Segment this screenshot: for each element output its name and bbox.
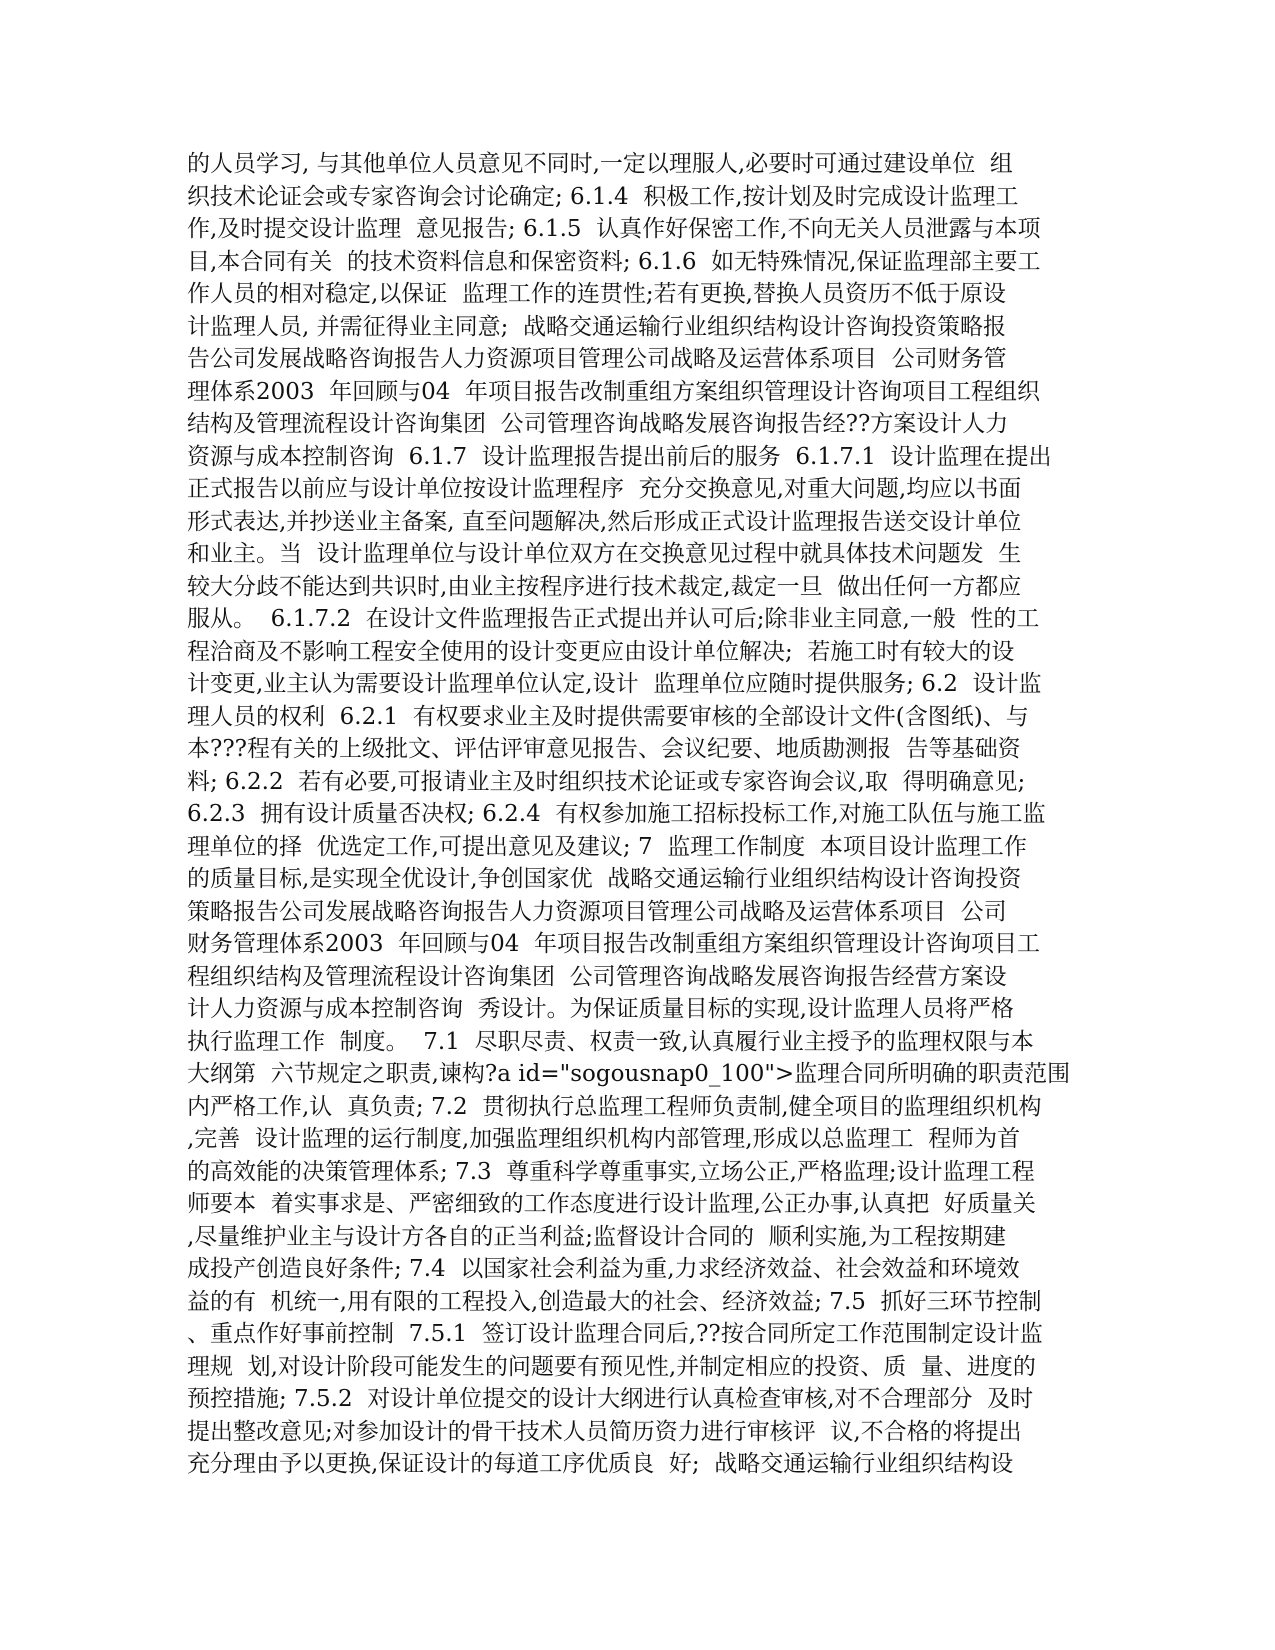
text-line: 提出整改意见;对参加设计的骨干技术人员简历资力进行审核评 议,不合格的将提出: [187, 1418, 1022, 1445]
text-line: 大纲第 六节规定之职责,谏构?a id="sogousnap0_100">监理合同所明确的职责范围: [187, 1061, 1071, 1087]
text-line: 师要本 着实事求是、严密细致的工作态度进行设计监理,公正办事,认真把 好质量关: [187, 1191, 1036, 1217]
text-line: 作人员的相对稳定,以保证 监理工作的连贯性;若有更换,替换人员资历不低于原设: [187, 281, 1006, 307]
text-line: 目,本合同有关 的技术资料信息和保密资料; 6.1.6 如无特殊情况,保证监理部主要工: [187, 248, 1041, 275]
text-line: ,完善 设计监理的运行制度,加强监理组织机构内部管理,形成以总监理工 程师为首: [187, 1126, 1021, 1152]
text-line: 预控措施; 7.5.2 对设计单位提交的设计大纲进行认真检查审核,对不合理部分 及时: [187, 1386, 1034, 1412]
text-line: 执行监理工作 制度。 7.1 尽职尽责、权责一致,认真履行业主授予的监理权限与本: [187, 1028, 1034, 1055]
text-line: 正式报告以前应与设计单位按设计监理程序 充分交换意见,对重大问题,均应以书面: [187, 476, 1022, 502]
text-line: ,尽量维护业主与设计方各自的正当利益;监督设计合同的 顺利实施,为工程按期建: [187, 1223, 1006, 1250]
text-line: 内严格工作,认 真负责; 7.2 贯彻执行总监理工程师负责制,健全项目的监理组织机构: [187, 1093, 1042, 1120]
body-text: [187, 148, 1097, 1481]
text-line: 程组织结构及管理流程设计咨询集团 公司管理咨询战略发展咨询报告经营方案设: [187, 963, 1007, 990]
text-line: 结构及管理流程设计咨询集团 公司管理咨询战略发展咨询报告经??方案设计人力: [187, 411, 1009, 437]
text-line: 理人员的权利 6.2.1 有权要求业主及时提供需要审核的全部设计文件(含图纸)、与: [187, 703, 1029, 730]
text-line: 料; 6.2.2 若有必要,可报请业主及时组织技术论证或专家咨询会议,取 得明确意见;: [187, 768, 1026, 795]
text-line: 成投产创造良好条件; 7.4 以国家社会利益为重,力求经济效益、社会效益和环境效: [187, 1256, 1020, 1282]
text-line: 理单位的择 优选定工作,可提出意见及建议; 7 监理工作制度 本项目设计监理工作: [187, 833, 1027, 860]
text-line: 策略报告公司发展战略咨询报告人力资源项目管理公司战略及运营体系项目 公司: [187, 898, 1007, 925]
text-line: 较大分歧不能达到共识时,由业主按程序进行技术裁定,裁定一旦 做出任何一方都应: [187, 573, 1022, 600]
text-line: 、重点作好事前控制 7.5.1 签订设计监理合同后,??按合同所定工作范围制定设计监: [187, 1321, 1043, 1347]
text-line: 的质量目标,是实现全优设计,争创国家优 战略交通运输行业组织结构设计咨询投资: [187, 866, 1022, 892]
text-line: 程洽商及不影响工程安全使用的设计变更应由设计单位解决; 若施工时有较大的设: [187, 638, 1015, 665]
text-line: 织技术论证会或专家咨询会讨论确定; 6.1.4 积极工作,按计划及时完成设计监理工: [187, 183, 1019, 210]
text-line: 理规 划,对设计阶段可能发生的问题要有预见性,并制定相应的投资、质 量、进度的: [187, 1353, 1036, 1380]
text-line: 的高效能的决策管理体系; 7.3 尊重科学尊重事实,立场公正,严格监理;设计监理工程: [187, 1158, 1035, 1185]
text-line: 资源与成本控制咨询 6.1.7 设计监理报告提出前后的服务 6.1.7.1 设计监理在提出: [187, 443, 1052, 470]
text-line: 服从。 6.1.7.2 在设计文件监理报告正式提出并认可后;除非业主同意,一般 性的工: [187, 606, 1040, 632]
text-line: 的人员学习, 与其他单位人员意见不同时,一定以理服人,必要时可通过建设单位 组: [187, 151, 1013, 177]
text-line: 本???程有关的上级批文、评估评审意见报告、会议纪要、地质勘测报 告等基础资: [187, 736, 1021, 762]
text-line: 理体系2003 年回顾与04 年项目报告改制重组方案组织管理设计咨询项目工程组织: [187, 378, 1041, 405]
text-line: 计监理人员, 并需征得业主同意; 战略交通运输行业组织结构设计咨询投资策略报: [187, 313, 1006, 340]
text-line: 计变更,业主认为需要设计监理单位认定,设计 监理单位应随时提供服务; 6.2 设计监: [187, 671, 1042, 697]
text-line: 告公司发展战略咨询报告人力资源项目管理公司战略及运营体系项目 公司财务管: [187, 346, 1007, 372]
text-line: 财务管理体系2003 年回顾与04 年项目报告改制重组方案组织管理设计咨询项目工: [187, 931, 1041, 957]
text-line: 益的有 机统一,用有限的工程投入,创造最大的社会、经济效益; 7.5 抓好三环节控制: [187, 1288, 1042, 1315]
text-line: 形式表达,并抄送业主备案, 直至问题解决,然后形成正式设计监理报告送交设计单位: [187, 508, 1022, 535]
text-line: 和业主。当 设计监理单位与设计单位双方在交换意见过程中就具体技术问题发 生: [187, 541, 1022, 567]
text-line: 计人力资源与成本控制咨询 秀设计。为保证质量目标的实现,设计监理人员将严格: [187, 996, 1014, 1022]
text-line: 充分理由予以更换,保证设计的每道工序优质良 好; 战略交通运输行业组织结构设: [187, 1451, 1014, 1477]
text-line: 6.2.3 拥有设计质量否决权; 6.2.4 有权参加施工招标投标工作,对施工队伍与施工监: [187, 801, 1046, 827]
text-line: 作,及时提交设计监理 意见报告; 6.1.5 认真作好保密工作,不向无关人员泄露与本项: [187, 216, 1041, 242]
